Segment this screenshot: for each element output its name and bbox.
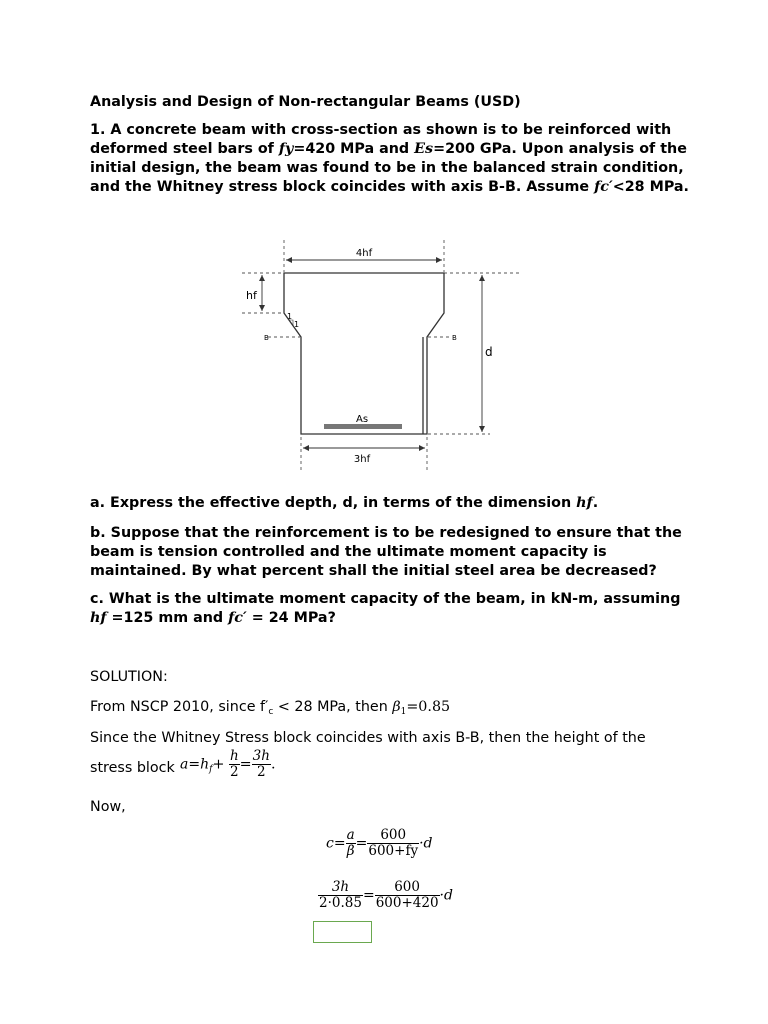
equation-substitution: $\frac{3h}{2\cdot 0.85}$ = $\frac{600}{600+420}$ ·d — [319, 879, 453, 911]
eq3-frac2-den: 600+420 — [375, 895, 439, 911]
eq3-frac1-den: 2·0.85 — [319, 895, 362, 911]
solution-line-2: Since the Whitney Stress block coincides with axis B-B, then the height of the — [90, 730, 646, 746]
question-a — [90, 494, 690, 513]
question-c-text-2: =125 mm and — [111, 610, 224, 626]
page-title: Analysis and Design of Non-rectangular Beams (USD) — [90, 94, 521, 110]
solution-text-1: From NSCP 2010, since f′ — [90, 699, 269, 715]
fc-subscript: c — [268, 707, 274, 717]
eq1-frac-2 — [252, 749, 271, 780]
question-a-text: a. Express the effective depth, d, in terms of the dimension — [90, 495, 572, 511]
eq3-frac-2 — [375, 880, 440, 911]
eq3-frac2-num: 600 — [375, 880, 440, 896]
fy-symbol: fy — [278, 141, 294, 157]
beam-outline — [284, 273, 444, 434]
eq1-equals: = — [239, 756, 252, 773]
solution-heading: SOLUTION: — [90, 669, 168, 685]
eq2-frac-1 — [346, 828, 356, 859]
eq1-plus: + — [212, 756, 225, 773]
eq1-a: a=h — [180, 756, 210, 773]
problem-text-1: 1. A concrete beam with cross-section as shown is to be reinforced with deformed steel bars of — [90, 122, 672, 157]
beta-value: =0.85 — [406, 699, 451, 715]
beta-symbol: β — [392, 699, 401, 715]
flange-label: hf — [246, 289, 257, 302]
question-c — [90, 590, 690, 628]
eq3-end: ·d — [439, 887, 453, 904]
beta-subscript: 1 — [400, 707, 407, 717]
eq1-frac2-den: 2 — [257, 764, 266, 780]
solution-now: Now, — [90, 799, 126, 815]
question-b: b. Suppose that the reinforcement is to be redesigned to ensure that the beam is tension controlled and the ultimate moment capacity is maintained. By what percent shall the initial steel area be decreased? — [90, 525, 682, 579]
problem-text-4: <28 MPa. — [612, 179, 689, 195]
bottom-width-label: 3hf — [353, 454, 371, 465]
eq1-sub: f — [209, 764, 213, 775]
question-c-text-1: c. What is the ultimate moment capacity of the beam, in kN-m, assuming — [90, 591, 681, 607]
beam-cross-section-diagram — [232, 232, 522, 478]
eq2-frac1-den: β — [346, 843, 355, 859]
eq3-frac-1 — [318, 880, 363, 911]
axis-b-left: B — [264, 334, 269, 342]
eq2-end: ·d — [419, 835, 433, 852]
eq2-frac2-num: 600 — [367, 828, 419, 844]
eq1-frac1-num: h — [229, 748, 239, 764]
problem-statement — [90, 121, 690, 197]
solution-line-1 — [90, 698, 690, 722]
eq2-frac1-num: a — [346, 827, 355, 843]
eq1-end: . — [270, 756, 276, 773]
eq2-frac-2 — [367, 828, 419, 859]
equation-c: c= $\frac{a}{\beta}$ = $\frac{600}{600+fy}$ ·d — [326, 827, 433, 859]
hf-symbol-c: hf — [90, 610, 107, 626]
axis-b-right: B — [452, 334, 457, 342]
eq2-c: c= — [326, 835, 346, 852]
solution-text-1b: < 28 MPa, then — [277, 699, 388, 715]
fc-symbol-c: fc′ — [228, 610, 247, 626]
answer-input-box[interactable] — [313, 921, 372, 943]
eq3-frac1-num: 3h — [318, 880, 363, 896]
top-width-label: 4hf — [355, 248, 373, 259]
question-a-end: . — [592, 495, 599, 511]
eq1-frac-1 — [229, 749, 240, 780]
steel-label: As — [356, 414, 369, 425]
eq1-frac2-num: 3h — [252, 748, 270, 764]
slope-label-1: 1 — [287, 312, 293, 321]
es-symbol: Es — [414, 141, 434, 157]
stress-block-equation — [180, 749, 276, 780]
problem-text-2: =420 MPa and — [293, 141, 410, 157]
fc-symbol: fc′ — [594, 179, 613, 195]
solution-text-3: stress block — [90, 760, 175, 776]
question-c-text-3: = 24 MPa? — [251, 610, 336, 626]
eq1-frac1-den: 2 — [230, 764, 239, 780]
solution-line-3 — [90, 747, 690, 787]
problem-text-3: =200 GPa. Upon analysis of the initial design, the beam was found to be in the balanced strain condition, and the Whitney stress block coincides with axis B-B. Assume — [90, 141, 687, 195]
depth-label: d — [485, 345, 493, 359]
eq2-frac2-den: 600+fy — [368, 843, 419, 859]
slope-label-2: 1 — [294, 320, 300, 329]
hf-symbol-a: hf — [576, 495, 593, 511]
